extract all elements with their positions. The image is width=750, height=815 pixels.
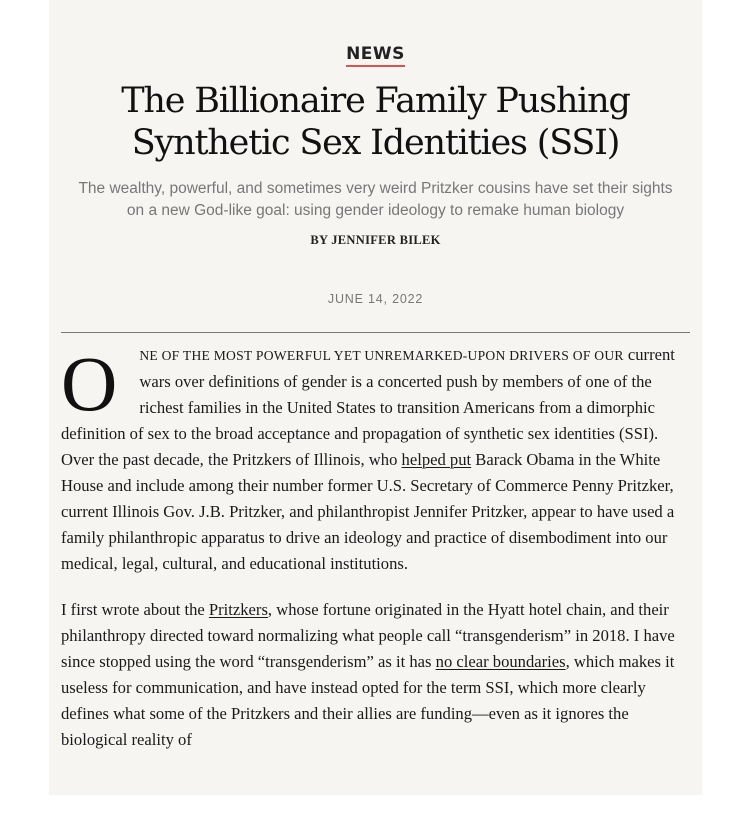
paragraph-1-text-b: Barack Obama in the White House and include among their number former U.S. Secretary of Commerce Penny Pritzker, current Illinois Gov. J.B. Pritzker, and philanthropist Jennifer Pritzker, appear to have used a family philanthropic apparatus to drive an ideology and practice of disembodiment into our medical, legal, cultural, and educational institutions. <box>61 450 675 573</box>
paragraph-1-text-a: current wars over definitions of gender is a concerted push by members of one of the richest families in the United States to transition Americans from a dimorphic definition of sex to the broad acceptance and propagation of synthetic sex identities (SSI). Over the past decade, the Pritzkers of Illinois, who <box>61 345 675 469</box>
article-body <box>61 342 688 773</box>
article-page <box>49 0 702 795</box>
pritzkers-link[interactable]: Pritzkers <box>208 600 268 619</box>
helped-put-link[interactable]: helped put <box>401 450 472 469</box>
section-label[interactable] <box>49 44 702 67</box>
section-label-text[interactable]: NEWS <box>346 45 405 67</box>
paragraph-1 <box>61 342 688 577</box>
divider <box>61 332 690 333</box>
paragraph-2-text-c: , which makes it useless for communication, and have instead opted for the term SSI, which more clearly defines what some of the Pritzkers and their allies are funding—even as it ignores the biological reality of <box>61 652 675 749</box>
paragraph-2 <box>61 597 688 753</box>
lead-in-caps: NE OF THE MOST POWERFUL YET UNREMARKED-UPON DRIVERS OF OUR <box>139 348 624 363</box>
paragraph-2-text-b: , whose fortune originated in the Hyatt hotel chain, and their philanthropy directed toward normalizing what people call “transgenderism” in 2018. I have since stopped using the word “transgenderism” as it has <box>61 600 675 671</box>
article-headline: The Billionaire Family Pushing Synthetic Sex Identities (SSI) <box>121 81 630 163</box>
article-subheadline: The wealthy, powerful, and sometimes very weird Pritzker cousins have set their sights on a new God-like goal: using gender ideology to remake human biology <box>78 180 673 219</box>
author-byline[interactable]: BY JENNIFER BILEK <box>310 233 441 247</box>
publish-date: JUNE 14, 2022 <box>327 292 424 306</box>
no-clear-boundaries-link[interactable]: no clear boundaries <box>435 652 566 671</box>
drop-cap: O <box>61 340 118 427</box>
paragraph-2-text-a: I first wrote about the <box>61 600 209 619</box>
